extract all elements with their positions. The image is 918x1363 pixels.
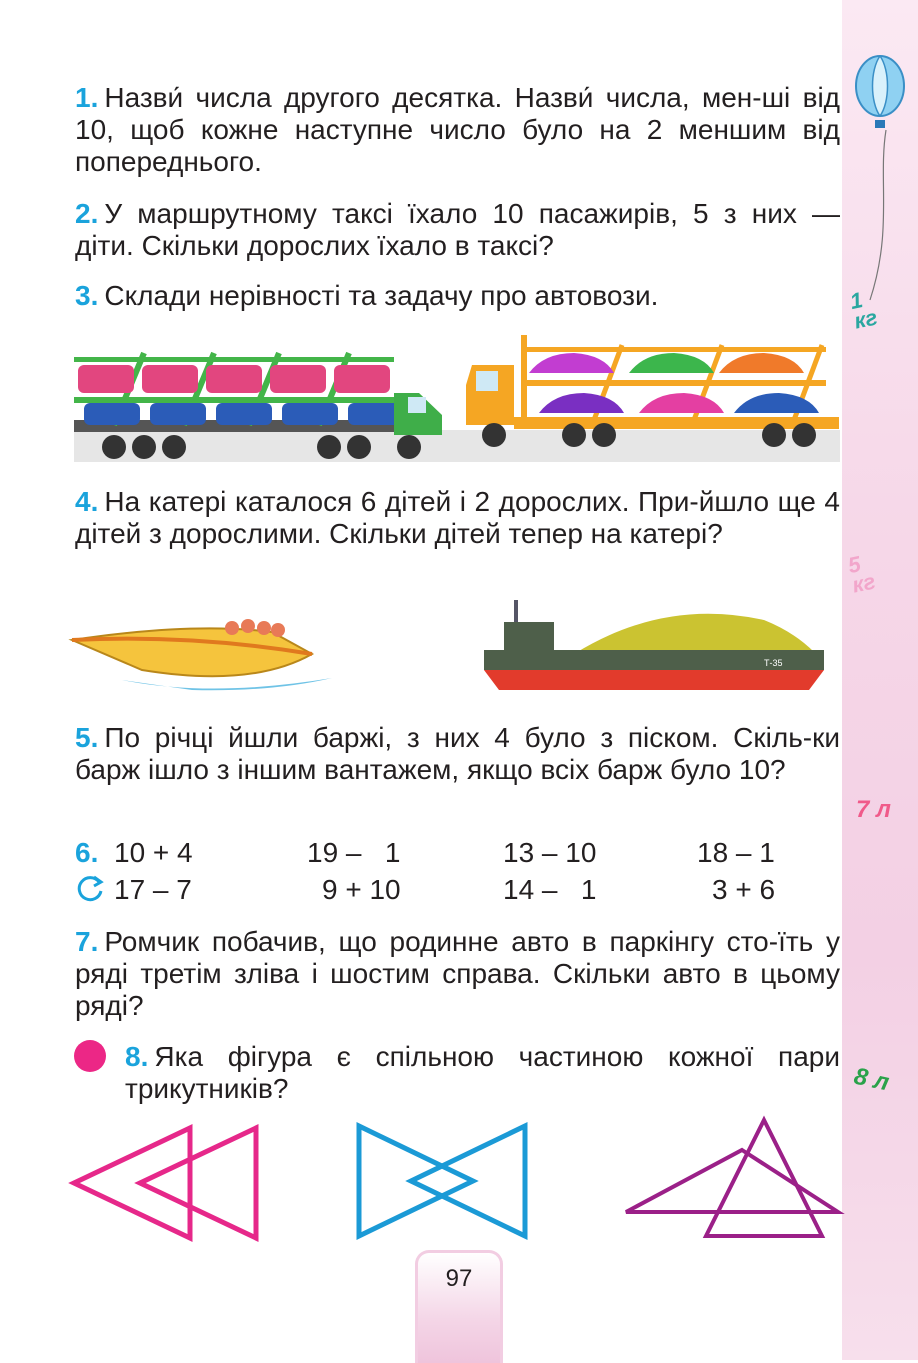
balloon-icon bbox=[838, 50, 908, 310]
task-text: У маршрутному таксі їхало 10 пасажирів, 5 з них — діти. Скільки дорослих їхало в таксі? bbox=[75, 198, 840, 261]
task-number: 1. bbox=[75, 82, 99, 113]
barge-label: Т-35 bbox=[764, 658, 783, 668]
task-3 bbox=[75, 280, 840, 312]
task-text: Яка фігура є спільною частиною кожної пари трикутників? bbox=[125, 1041, 840, 1104]
task-number: 2. bbox=[75, 198, 99, 229]
expression: 17 – 7 bbox=[114, 874, 192, 905]
repeat-icon bbox=[75, 873, 105, 903]
side-mark-5kg: 5 кг bbox=[845, 551, 878, 598]
triangles-pair-pink bbox=[70, 1120, 270, 1250]
task-6-number: 6. bbox=[75, 837, 99, 868]
motorboat-illustration bbox=[72, 610, 342, 700]
page-number: 97 bbox=[445, 1265, 473, 1292]
page-number-tab bbox=[415, 1250, 503, 1363]
task-2 bbox=[75, 198, 840, 262]
barge-illustration bbox=[464, 594, 824, 694]
task-number: 4. bbox=[75, 486, 99, 517]
task-1 bbox=[75, 82, 840, 178]
expression: 10 + 4 bbox=[114, 837, 193, 868]
advanced-task-bullet bbox=[74, 1040, 106, 1072]
expression: 9 + 10 bbox=[322, 874, 401, 905]
expression: 3 + 6 bbox=[712, 874, 776, 905]
task-5 bbox=[75, 722, 840, 786]
task-number: 7. bbox=[75, 926, 99, 957]
task-number: 8. bbox=[125, 1041, 149, 1072]
task-text: Ромчик побачив, що родинне авто в паркінгу сто-їть у ряді третім зліва і шостим справа. Скільки авто в цьому ряді? bbox=[75, 926, 840, 1021]
expression: 18 – 1 bbox=[697, 837, 775, 868]
task-number: 3. bbox=[75, 280, 99, 311]
side-mark-1kg: 1 кг bbox=[847, 287, 880, 334]
side-mark-7l: 7 л bbox=[856, 796, 891, 823]
task-7 bbox=[75, 926, 840, 1022]
expression: 19 – 1 bbox=[307, 837, 401, 868]
car-transporters-illustration bbox=[74, 325, 840, 465]
task-text: По річці йшли баржі, з них 4 було з піском. Скіль-ки барж ішло з іншим вантажем, якщо всіх барж було 10? bbox=[75, 722, 840, 785]
triangles-pair-blue bbox=[355, 1122, 535, 1252]
expression: 14 – 1 bbox=[503, 874, 597, 905]
task-4 bbox=[75, 486, 840, 550]
task-text: Склади нерівності та задачу про автовози. bbox=[104, 280, 659, 311]
task-number: 5. bbox=[75, 722, 99, 753]
side-mark-8l: 8 л bbox=[851, 1062, 892, 1097]
triangles-pair-purple bbox=[622, 1114, 844, 1240]
task-8 bbox=[125, 1041, 840, 1105]
task-text: На катері каталося 6 дітей і 2 дорослих. При-йшло ще 4 дітей з дорослими. Скільки дітей тепер на катері? bbox=[75, 486, 840, 549]
task-text: Назви́ числа другого десятка. Назви́ числа, мен-ші від 10, щоб кожне наступне число було на 2 меншим від попереднього. bbox=[75, 82, 840, 177]
expression: 13 – 10 bbox=[503, 837, 597, 868]
